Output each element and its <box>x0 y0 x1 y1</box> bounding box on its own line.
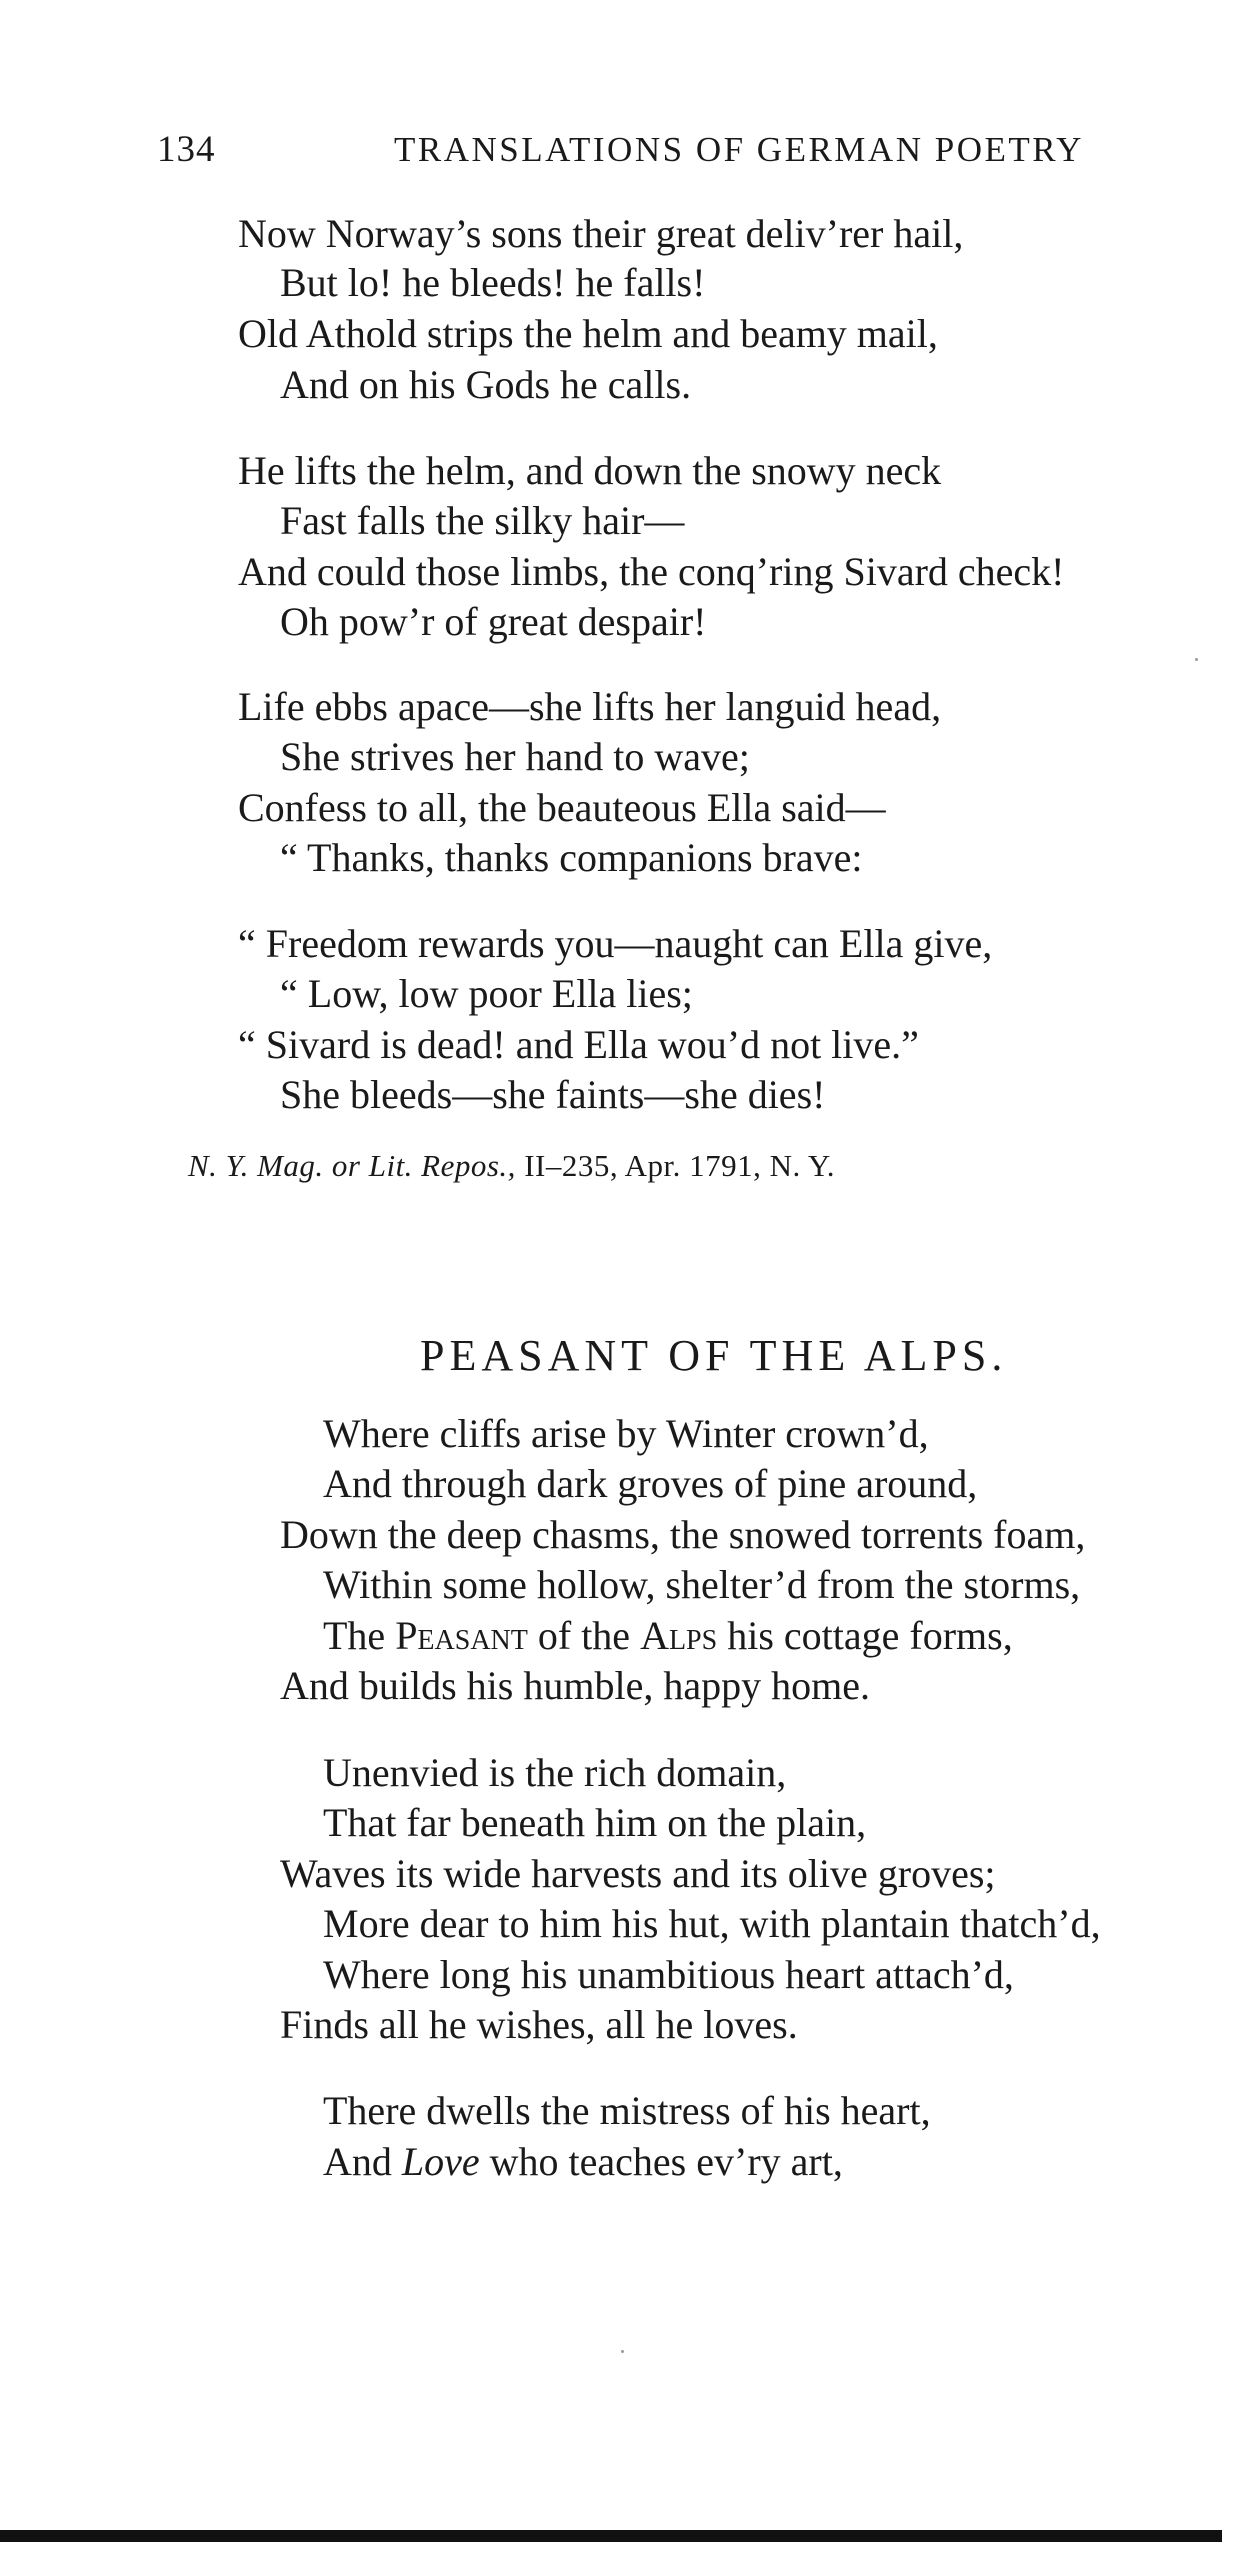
poem-line: She bleeds—she faints—she dies! <box>280 1072 826 1117</box>
poem-line: Down the deep chasms, the snowed torrents foam, <box>280 1512 1086 1557</box>
source-citation <box>188 1148 835 1184</box>
page-number: 134 <box>157 129 216 170</box>
poem-line <box>323 1612 1013 1660</box>
poem-line: And on his Gods he calls. <box>280 362 692 407</box>
poem-line: “ Thanks, thanks companions brave: <box>280 835 863 880</box>
italic-word: Love <box>401 2139 480 2184</box>
source-citation-italic: N. Y. Mag. or Lit. Repos., <box>188 1148 516 1183</box>
scan-speck <box>1195 658 1198 661</box>
poem-line: He lifts the helm, and down the snowy neck <box>238 448 942 493</box>
poem-line: More dear to him his hut, with plantain thatch’d, <box>323 1901 1101 1946</box>
running-title: TRANSLATIONS OF GERMAN POETRY <box>394 130 1084 169</box>
poem-line: Now Norway’s sons their great deliv’rer hail, <box>238 211 964 256</box>
poem-line: Fast falls the silky hair— <box>280 498 685 543</box>
poem-line: Where long his unambitious heart attach’d, <box>323 1952 1014 1997</box>
poem-line: Finds all he wishes, all he loves. <box>280 2002 798 2047</box>
poem-title: PEASANT OF THE ALPS. <box>420 1331 1008 1380</box>
poem-line: Within some hollow, shelter’d from the storms, <box>323 1562 1081 1607</box>
poem-line: Old Athold strips the helm and beamy mail, <box>238 311 938 356</box>
poem-line: “ Low, low poor Ella lies; <box>280 971 693 1016</box>
poem-line: Unenvied is the rich domain, <box>323 1750 787 1795</box>
poem-line: Where cliffs arise by Winter crown’d, <box>323 1411 929 1456</box>
poem-line <box>323 2138 843 2186</box>
poem-text: And <box>323 2139 402 2184</box>
poem-line: Oh pow’r of great despair! <box>280 599 707 644</box>
poem-line: And builds his humble, happy home. <box>280 1663 870 1708</box>
poem-line: Life ebbs apace—she lifts her languid head, <box>238 684 942 729</box>
scan-speck <box>621 2350 624 2353</box>
poem-text: The <box>323 1613 396 1658</box>
poem-line: There dwells the mistress of his heart, <box>323 2088 931 2133</box>
poem-text: his cottage forms, <box>717 1613 1013 1658</box>
bottom-rule <box>0 2530 1222 2542</box>
poem-text: of the <box>527 1613 641 1658</box>
poem-line: Waves its wide harvests and its olive groves; <box>280 1851 996 1896</box>
poem-text: who teaches ev’ry art, <box>479 2139 843 2184</box>
poem-line: “ Sivard is dead! and Ella wou’d not live.” <box>238 1022 919 1067</box>
poem-line: And could those limbs, the conq’ring Sivard check! <box>238 549 1065 594</box>
poem-line: That far beneath him on the plain, <box>323 1800 867 1845</box>
poem-line: But lo! he bleeds! he falls! <box>280 260 706 305</box>
poem-line: Confess to all, the beauteous Ella said— <box>238 785 886 830</box>
poem-line: “ Freedom rewards you—naught can Ella give, <box>238 921 993 966</box>
small-caps-word: Peasant <box>395 1613 528 1658</box>
poem-line: She strives her hand to wave; <box>280 734 750 779</box>
source-citation-rest: II–235, Apr. 1791, N. Y. <box>515 1148 836 1183</box>
poem-line: And through dark groves of pine around, <box>323 1461 978 1506</box>
small-caps-word: Alps <box>640 1613 718 1658</box>
